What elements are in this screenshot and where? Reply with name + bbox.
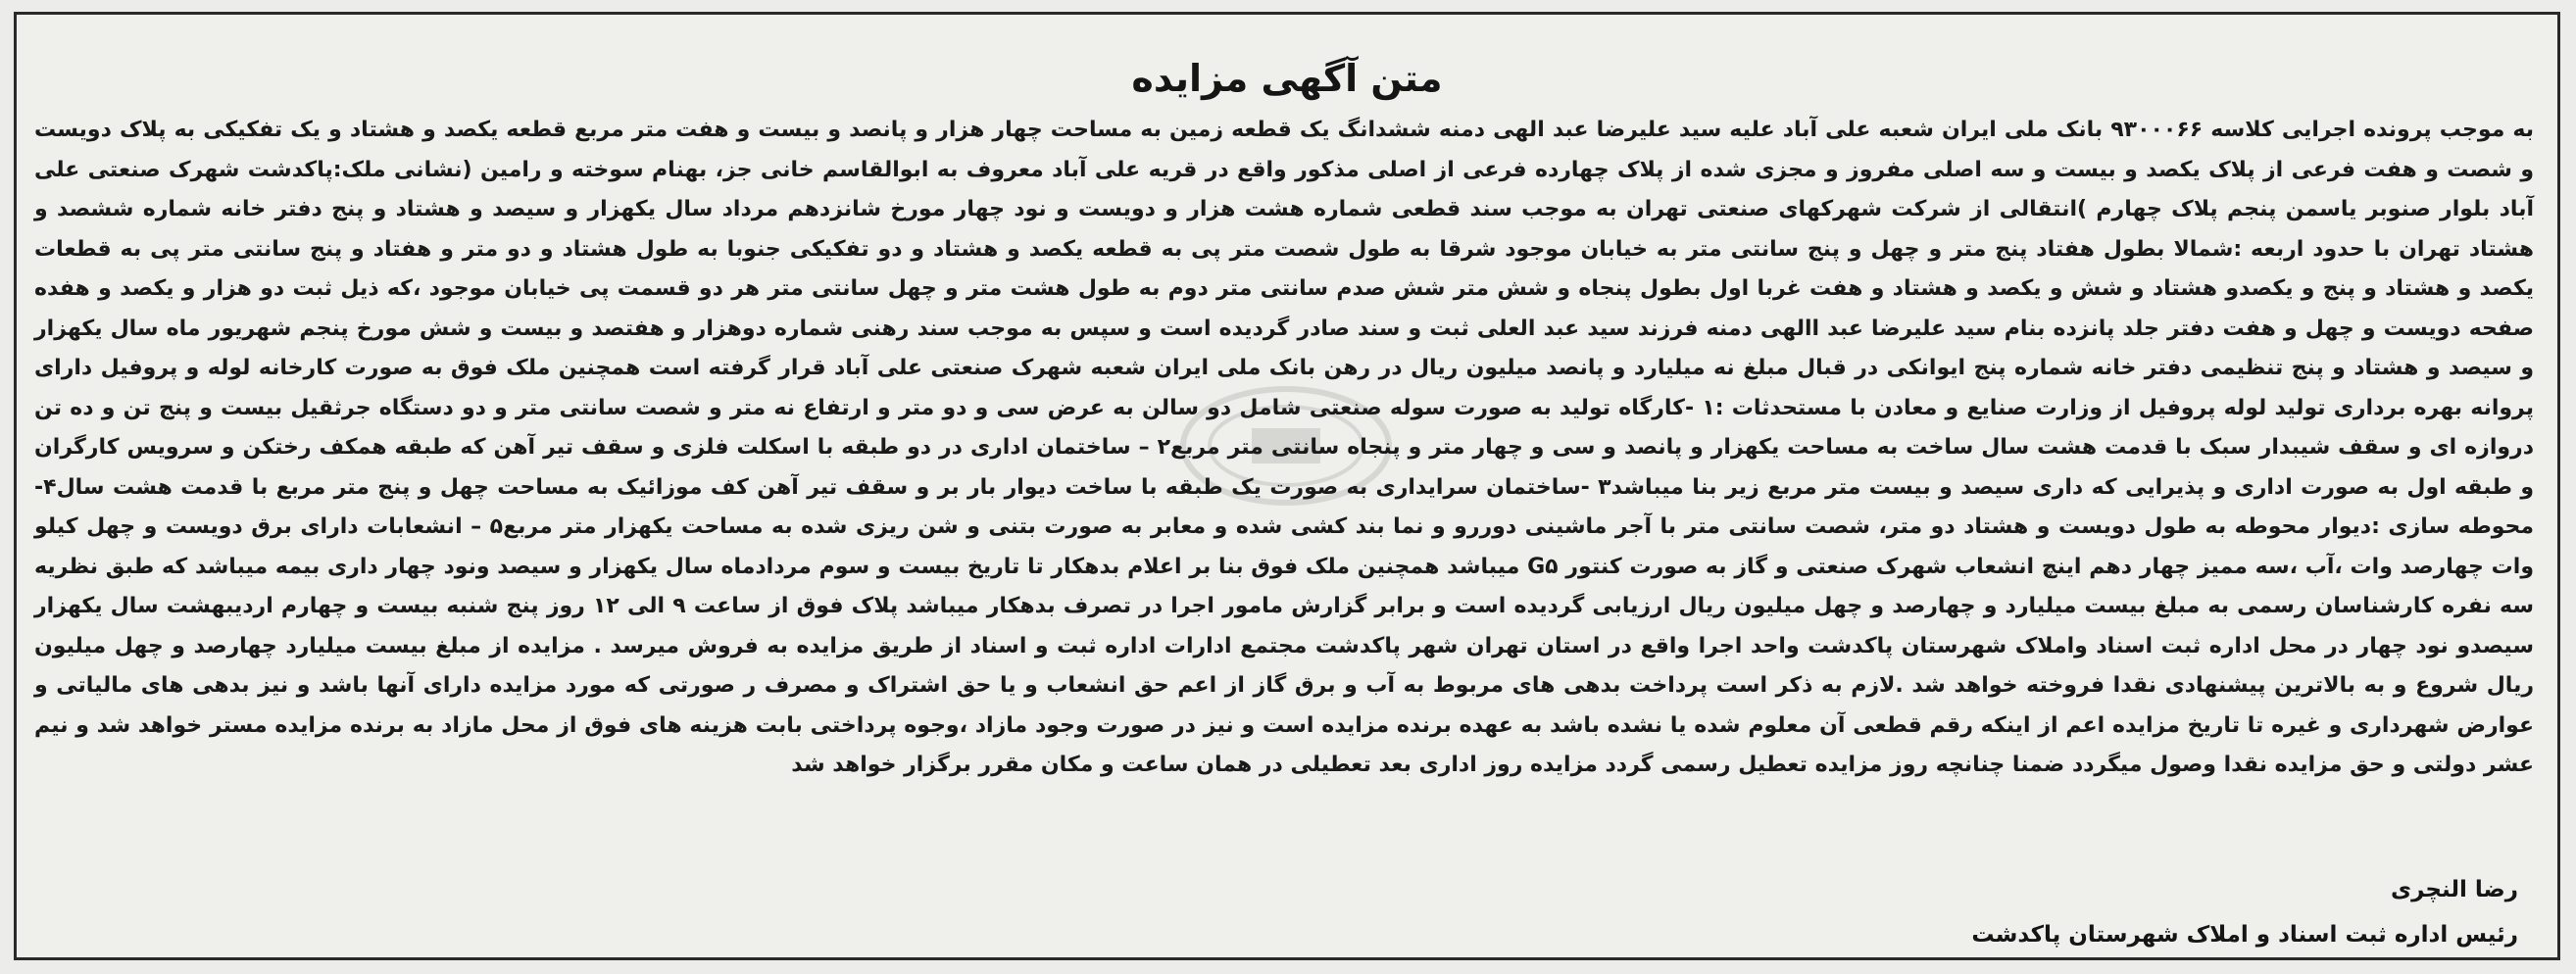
signer-title: رئیس اداره ثبت اسناد و املاک شهرستان پاکدشت [1971,922,2518,948]
notice-frame [14,12,2560,960]
notice-body: به موجب پرونده اجرایی کلاسه ۹۳۰۰۰۶۶ بانک ملی ایران شعبه علی آباد علیه سید علیرضا عبد الهی دمنه ششدانگ یک قطعه زمین به مساحت چهار هزار و پانصد و بیست و هفت متر مربع قطعه یکصد و هشتاد و یک تفکیکی به پلاک دویست و شصت و هفت فرعی از پلاک یکصد و بیست و سه اصلی مفروز و مجزی شده از پلاک چهارده فرعی از اصلی مذکور واقع در قریه علی آباد معروف به ابوالقاسم خانی جز، بهنام سوخته و رامین (نشانی ملک:پاکدشت شهرک صنعتی علی آباد بلوار صنوبر یاسمن پنجم پلاک چهارم )انتقالی از شرکت شهرکهای صنعتی تهران به موجب سند قطعی شماره هشت هزار و دویست و نود چهار مورخ شانزدهم مرداد سال یکهزار و سیصد و هشتاد و پنج دفتر خانه شماره ششصد و هشتاد تهران با حدود اربعه :شمالا بطول هفتاد پنج متر و چهل و پنج سانتی متر به خیابان موجود شرقا به طول شصت متر پی به قطعه یکصد و هشتاد و دو تفکیکی جنوبا به طول هشتاد و دو متر و هفتاد و پنج سانتی متر پی به قطعات یکصد و هشتاد و پنج و یکصدو هشتاد و شش و یکصد و هشتاد و هفت غربا اول بطول پنجاه و شش متر شش صدم سانتی متر دوم به طول هشت متر و چهل سانتی متر هر دو قسمت پی خیابان موجود ،که ذیل ثبت دو هزار و یکصد و هفده صفحه دویست و چهل و هفت دفتر جلد پانزده بنام سید علیرضا عبد االهی دمنه فرزند سید عبد العلی ثبت و سند صادر گردیده است و سپس به موجب سند رهنی شماره دوهزار و هفتصد و بیست و شش مورخ پنجم شهریور ماه سال یکهزار و سیصد و هشتاد و پنج تنظیمی دفتر خانه شماره پنج ایوانکی در قبال مبلغ نه میلیارد و پانصد میلیون ریال در رهن بانک ملی ایران شعبه شهرک صنعتی علی آباد قرار گرفته است همچنین ملک فوق به صورت کارخانه لوله و پروفیل دارای پروانه بهره برداری تولید لوله پروفیل از وزارت صنایع و معادن با مستحدثات :۱ -کارگاه تولید به صورت سوله صنعتی شامل دو سالن به عرض سی و دو متر و ارتفاع نه متر و شصت سانتی متر و دو دستگاه جرثقیل بیست و پنج تن و ده تن دروازه ای و سقف شیبدار سبک با قدمت هشت سال ساخت به مساحت یکهزار و پانصد و سی و چهار متر و پنجاه سانتی متر مربع۲ – ساختمان اداری در دو طبقه با اسکلت فلزی و سقف تیر آهن که طبقه همکف رختکن و سرویس کارگران و طبقه اول به صورت اداری و پذیرایی که داری سیصد و بیست متر مربع زیر بنا میباشد۳ -ساختمان سرایداری به صورت یک طبقه با ساخت دیوار بار بر و سقف تیر آهن کف موزائیک به مساحت چهل و پنج متر مربع با قدمت هشت سال۴- محوطه سازی :دیوار محوطه به طول دویست و هشتاد دو متر، شصت سانتی متر با آجر ماشینی دوررو و نما بند کشی شده و معابر به صورت بتنی و شن ریزی شده به مساحت یکهزار متر مربع۵ – انشعابات دارای برق دویست و چهل کیلو وات چهارصد وات ،آب ،سه ممیز چهار دهم اینچ انشعاب شهرک صنعتی و گاز به صورت کنتور G۵ میباشد همچنین ملک فوق بنا بر اعلام بدهکار تا تاریخ بیست و سوم مردادماه سال یکهزار و سیصد ونود چهار داری بیمه میباشد که طبق نظریه سه نفره کارشناسان رسمی به مبلغ بیست میلیارد و چهارصد و چهل میلیون ریال ارزیابی گردیده است و برابر گزارش مامور اجرا در تصرف بدهکار میباشد پلاک فوق از ساعت ۹ الی ۱۲ روز پنج شنبه بیست و چهارم اردیبهشت سال یکهزار سیصدو نود چهار در محل اداره ثبت اسناد واملاک شهرستان پاکدشت واحد اجرا واقع در استان تهران شهر پاکدشت مجتمع ادارات اداره ثبت و اسناد از طریق مزایده به فروش میرسد . مزایده از مبلغ بیست میلیارد چهارصد و چهل میلیون ریال شروع و به بالاترین پیشنهادی نقدا فروخته خواهد شد .لازم به ذکر است پرداخت بدهی های مربوط به آب و برق گاز از اعم حق انشعاب و یا حق اشتراک و مصرف ر صورتی که مورد مزایده دارای آنها باشد و نیز بدهی های مالیاتی و عوارض شهرداری و غیره تا تاریخ مزایده اعم از اینکه رقم قطعی آن معلوم شده یا نشده باشد به عهده برنده مزایده است و نیز در صورت وجود مازاد ،وجوه پرداختی بابت هزینه های فوق از محل مازاد به برنده مزایده مستر خواهد شد و نیم عشر دولتی و حق مزایده نقدا وصول میگردد ضمنا چنانچه روز مزایده تعطیل رسمی گردد مزایده روز اداری بعد تعطیلی در همان ساعت و مکان مقرر برگزار خواهد شد [34,118,2535,777]
notice-title: متن آگهی مزایده [1131,57,1443,100]
signer-name: رضا النچری [2391,877,2518,902]
